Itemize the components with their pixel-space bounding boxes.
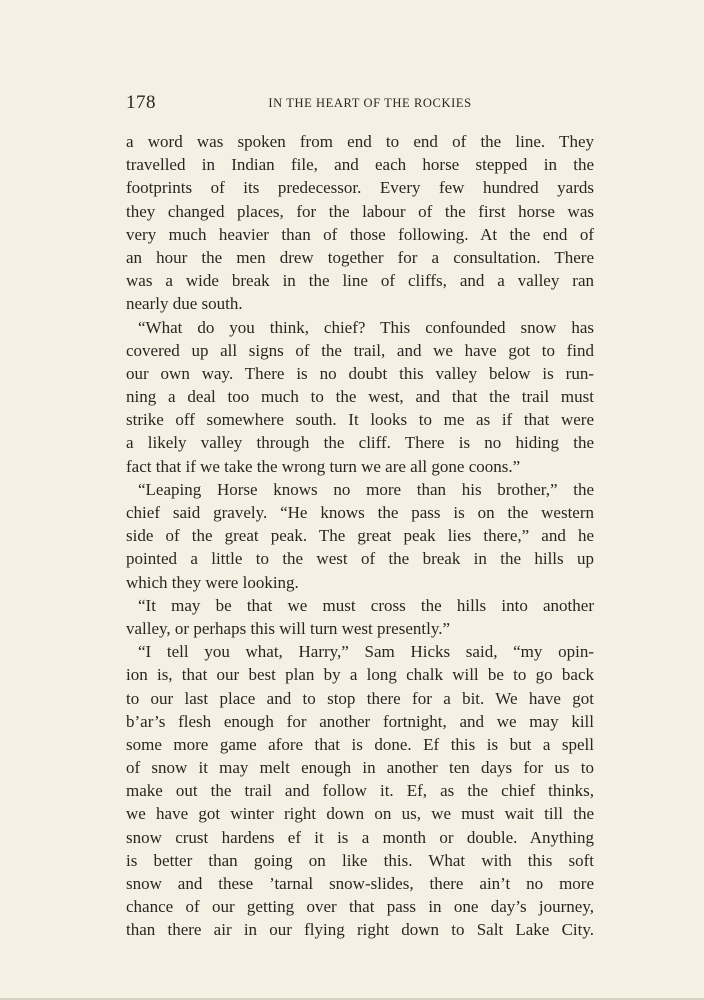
text-line: “What do you think, chief? This confounded snow has (138, 317, 594, 337)
text-line: “It may be that we must cross the hills into another (138, 595, 594, 615)
text-line: they changed places, for the labour of the first horse was (126, 201, 594, 221)
text-line: a likely valley through the cliff. There is no hiding the (126, 433, 594, 453)
text-line: to our last place and to stop there for a bit. We have got (126, 688, 594, 708)
text-line: ion is, that our best plan by a long chalk will be to go back (126, 665, 594, 685)
text-line: make out the trail and follow it. Ef, as the chief thinks, (126, 781, 594, 801)
text-line: side of the great peak. The great peak lies there,” and he (126, 526, 594, 546)
text-line: travelled in Indian file, and each horse stepped in the (126, 155, 594, 175)
text-line: fact that if we take the wrong turn we are all gone coons.” (126, 456, 521, 476)
text-line: chance of our getting over that pass in one day’s journey, (126, 897, 594, 917)
text-line: we have got winter right down on us, we must wait till the (126, 804, 594, 824)
text-line: which they were looking. (126, 572, 299, 592)
text-line: “I tell you what, Harry,” Sam Hicks said, “my opin- (138, 642, 594, 662)
text-line: strike off somewhere south. It looks to me as if that were (126, 410, 594, 430)
body-text (126, 130, 594, 942)
text-line: nearly due south. (126, 294, 243, 314)
text-line: ning a deal too much to the west, and that the trail must (126, 387, 594, 407)
text-line: an hour the men drew together for a consultation. There (126, 247, 594, 267)
text-line: snow crust hardens ef it is a month or double. Anything (126, 827, 594, 847)
text-line: some more game afore that is done. Ef this is but a spell (126, 734, 594, 754)
text-line: is better than going on like this. What with this soft (126, 850, 594, 870)
text-line: very much heavier than of those following. At the end of (126, 224, 594, 244)
text-line: snow and these ’tarnal snow-slides, there ain’t no more (126, 874, 594, 893)
text-line: covered up all signs of the trail, and we have got to find (126, 340, 594, 360)
text-line: chief said gravely. “He knows the pass is on the western (126, 503, 594, 522)
running-head (126, 92, 594, 116)
text-line: than there air in our flying right down to Salt Lake City. (126, 920, 594, 940)
text-line: of snow it may melt enough in another ten days for us to (126, 758, 594, 778)
text-line: valley, or perhaps this will turn west presently.” (126, 618, 451, 638)
page-number: 178 (126, 92, 156, 113)
text-line: footprints of its predecessor. Every few hundred yards (126, 178, 594, 198)
text-line: “Leaping Horse knows no more than his brother,” the (138, 479, 594, 499)
text-line: was a wide break in the line of cliffs, and a valley ran (126, 271, 594, 291)
running-title: IN THE HEART OF THE ROCKIES (268, 96, 472, 110)
text-line: b’ar’s flesh enough for another fortnight, and we may kill (126, 711, 594, 731)
text-line: pointed a little to the west of the break in the hills up (126, 549, 594, 569)
text-line: our own way. There is no doubt this valley below is run- (126, 363, 594, 383)
text-line: a word was spoken from end to end of the line. They (126, 132, 594, 151)
